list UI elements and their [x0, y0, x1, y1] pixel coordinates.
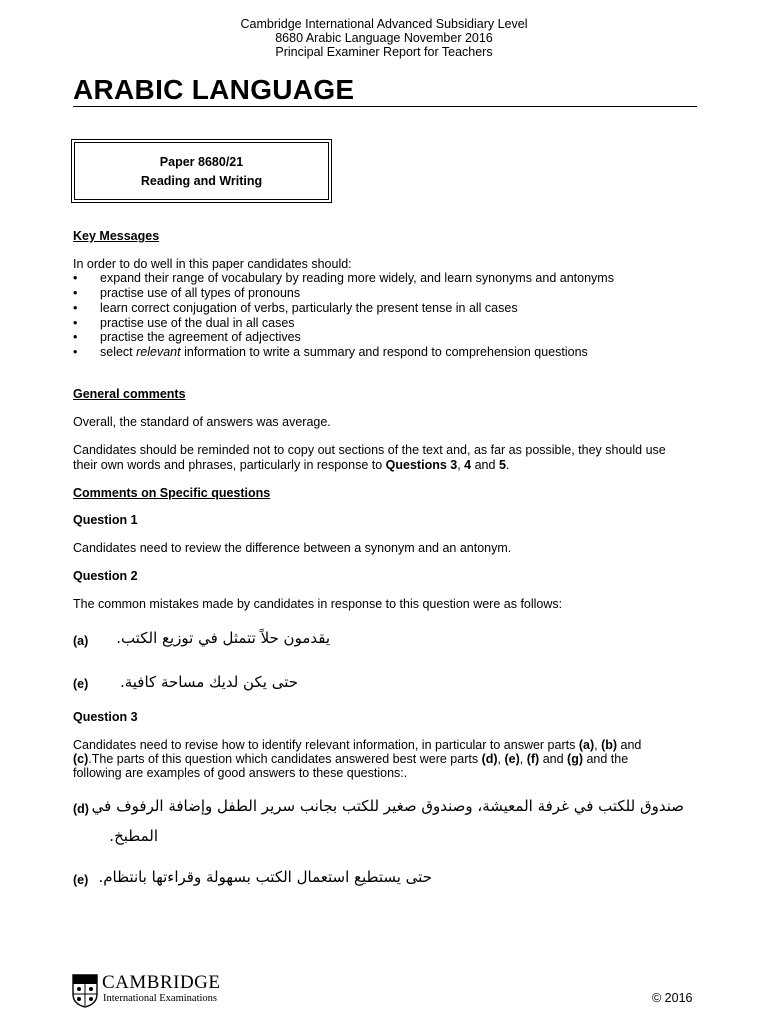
general-comments-p1: Overall, the standard of answers was average.: [73, 415, 331, 429]
question-2-item-label: (e): [73, 677, 89, 691]
question-2-item-label: (a): [73, 634, 89, 648]
specific-questions-heading: Comments on Specific questions: [73, 486, 271, 500]
crest-icon: [72, 974, 98, 1008]
header-line-3: Principal Examiner Report for Teachers: [275, 45, 493, 59]
question-2-item-arabic: حتى يكن لديك مساحة كافية.: [119, 673, 298, 691]
bullet-icon: •: [73, 345, 78, 359]
question-3-item-arabic: حتى يستطيع استعمال الكتب بسهولة وقراءتها بانتظام.: [98, 868, 432, 886]
paper-name: Reading and Writing: [140, 174, 263, 188]
paper-info-box: [71, 139, 332, 203]
paper-info-box-inner: [74, 142, 329, 200]
question-1-text: Candidates need to review the difference between a synonym and an antonym.: [73, 541, 512, 555]
bullet-icon: •: [73, 286, 78, 300]
question-3-text-line1: Candidates need to revise how to identify relevant information, in particular to answer parts (a), (b) and: [73, 738, 642, 752]
question-3-item-arabic-cont: المطبخ.: [109, 827, 158, 845]
key-messages-heading: Key Messages: [73, 229, 160, 243]
question-3-text-line3: following are examples of good answers to these questions:.: [73, 766, 408, 780]
bullet-icon: •: [73, 301, 78, 315]
bullet-icon: •: [73, 330, 78, 344]
paper-code: Paper 8680/21: [159, 155, 244, 169]
general-comments-heading: General comments: [73, 387, 186, 401]
bullet-icon: •: [73, 316, 78, 330]
question-3-text-line2: (c).The parts of this question which candidates answered best were parts (d), (e), (f) and (g) and the: [73, 752, 629, 766]
title-divider: [73, 106, 697, 107]
key-messages-intro: In order to do well in this paper candidates should:: [73, 257, 352, 271]
general-comments-p2-line1: Candidates should be reminded not to copy out sections of the text and, as far as possible, they should use: [73, 443, 666, 457]
bullet-icon: •: [73, 271, 78, 285]
header-line-1: Cambridge International Advanced Subsidiary Level: [240, 17, 528, 31]
page-title: ARABIC LANGUAGE: [73, 74, 355, 105]
question-3-heading: Question 3: [73, 710, 138, 724]
question-2-text: The common mistakes made by candidates in response to this question were as follows:: [73, 597, 563, 611]
cambridge-logo: [72, 972, 232, 1008]
header-line-2: 8680 Arabic Language November 2016: [275, 31, 493, 45]
question-3-item-label: (d): [73, 802, 89, 816]
general-comments-p2-line2: their own words and phrases, particularly in response to Questions 3, 4 and 5.: [73, 458, 510, 472]
logo-wordmark: CAMBRIDGE: [102, 972, 221, 993]
question-3-item-arabic: صندوق للكتب في غرفة المعيشة، وصندوق صغير للكتب بجانب سرير الطفل وإضافة الرفوف في: [91, 797, 684, 815]
logo-subtitle: International Examinations: [103, 993, 218, 1004]
question-2-heading: Question 2: [73, 569, 138, 583]
question-2-item-arabic: يقدمون حلاً تتمثل في توزيع الكتب.: [116, 629, 330, 647]
question-3-item-label: (e): [73, 873, 89, 887]
copyright-notice: © 2016: [652, 991, 693, 1005]
question-1-heading: Question 1: [73, 513, 138, 527]
